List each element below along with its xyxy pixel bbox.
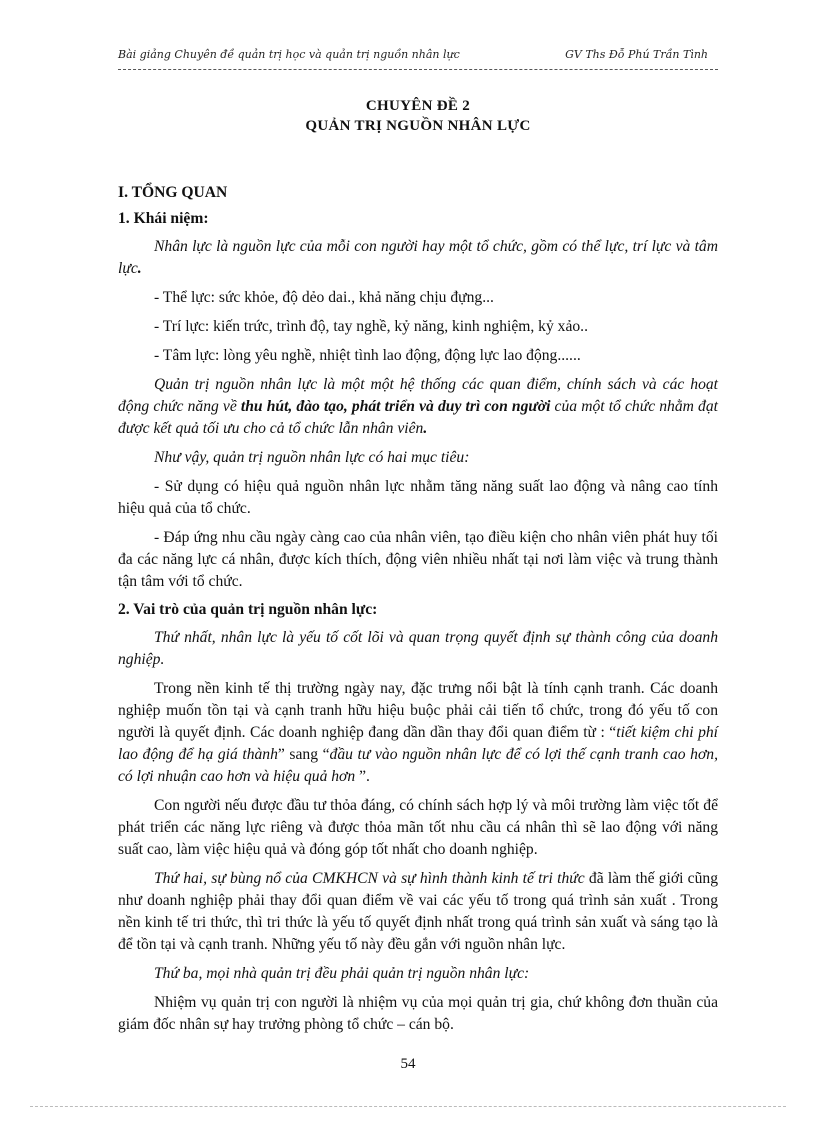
paragraph-definition-hr xyxy=(118,236,718,280)
paragraph-role-second xyxy=(118,868,718,956)
title-line-1: CHUYÊN ĐỀ 2 xyxy=(365,98,471,114)
paragraph-goals-intro: Như vậy, quản trị nguồn nhân lực có hai mục tiêu: xyxy=(154,449,470,466)
title-line-2: QUẢN TRỊ NGUỒN NHÂN LỰC xyxy=(305,118,531,134)
document-title xyxy=(118,96,718,136)
section-heading-overview: I. TỔNG QUAN xyxy=(118,184,228,201)
list-item-mental: - Tâm lực: lòng yêu nghề, nhiệt tình lao động, động lực lao động...... xyxy=(154,347,581,364)
paragraph-investment: Con người nếu được đầu tư thỏa đáng, có chính sách hợp lý và môi trường làm việc tốt để phát triển các năng lực riêng và được thỏa mãn tốt nhu cầu cá nhân thì sẽ lao động với năng suất cao, làm việc hiệu quả và đóng góp tốt nhất cho doanh nghiệp. xyxy=(118,797,718,858)
text-span: Quản trị nguồn nhân lực là một một hệ thống các quan điểm, chính sách và các hoạt động chức năng về xyxy=(118,376,718,415)
emphasis-text: thu hút, đào tạo, phát triển và duy trì con người xyxy=(240,398,551,415)
emphasis-text: Thứ hai, sự bùng nổ của CMKHCN và sự hình thành kinh tế tri thức xyxy=(154,870,585,887)
goal-item-2: - Đáp ứng nhu cầu ngày càng cao của nhân viên, tạo điều kiện cho nhân viên phát huy tối đa các năng lực cá nhân, được kích thích, động viên nhiều nhất tại nơi làm việc và trung thành tận tâm với tổ chức. xyxy=(118,529,718,590)
header-divider xyxy=(118,69,718,70)
text-span: ” sang “ xyxy=(277,746,330,763)
paragraph-competition xyxy=(118,678,718,788)
quote-text: tiết kiệm chi phí lao động để hạ giá thành xyxy=(118,724,718,763)
subsection-heading-role: 2. Vai trò của quản trị nguồn nhân lực: xyxy=(118,601,378,618)
paragraph-manager-duty: Nhiệm vụ quản trị con người là nhiệm vụ của mọi quản trị gia, chứ không đơn thuần của giám đốc nhân sự hay trưởng phòng tổ chức – cán bộ. xyxy=(118,994,718,1033)
text-span: Trong nền kinh tế thị trường ngày nay, đặc trưng nổi bật là tính cạnh tranh. Các doanh nghiệp muốn tồn tại và cạnh tranh hữu hiệu buộc phải cải tiến tổ chức, trong đó yếu tố con người là quyết định. Các doanh nghiệp đang dần dần thay đổi quan điểm từ : “ xyxy=(118,680,718,741)
paragraph-definition-hrm xyxy=(118,374,718,440)
text-span: đã làm thế giới cũng như doanh nghiệp phải thay đổi quan điểm về vai các yếu tố trong quá trình sản xuất . Trong nền kinh tế tri thức, thì tri thức là yếu tố quyết định nhất trong quá trình sản xuất và sáng tạo là để tồn tại và cạnh tranh. Những yếu tố này đều gắn với nguồn nhân lực. xyxy=(118,870,718,953)
list-item-intellectual: - Trí lực: kiến trức, trình độ, tay nghề, kỷ năng, kinh nghiệm, kỷ xảo.. xyxy=(154,318,588,335)
page-body xyxy=(118,96,718,1036)
quote-text: đầu tư vào nguồn nhân lực để có lợi thế cạnh tranh cao hơn, có lợi nhuận cao hơn và hiệu quả hơn xyxy=(118,746,718,785)
text-span: . xyxy=(137,260,142,277)
page-bottom-divider xyxy=(30,1106,786,1107)
list-item-physical: - Thể lực: sức khỏe, độ dẻo dai., khả năng chịu đựng... xyxy=(154,289,494,306)
subsection-heading-concept: 1. Khái niệm: xyxy=(118,210,209,227)
text-span: Nhân lực là nguồn lực của mỗi con người hay một tổ chức, gồm có thể lực, trí lực và tâm lực xyxy=(118,238,718,277)
page-number: 54 xyxy=(400,1056,416,1072)
goal-item-1: - Sử dụng có hiệu quả nguồn nhân lực nhằm tăng năng suất lao động và nâng cao tính hiệu quả của tổ chức. xyxy=(118,478,718,517)
paragraph-role-third: Thứ ba, mọi nhà quản trị đều phải quản trị nguồn nhân lực: xyxy=(154,965,530,982)
text-span: ”. xyxy=(355,768,370,785)
header-author: GV Ths Đỗ Phú Trần Tình xyxy=(565,48,708,61)
text-span: của một tổ chức nhằm đạt được kết quả tối ưu cho cả tổ chức lẫn nhân viên xyxy=(118,398,718,437)
text-span: . xyxy=(423,420,428,437)
header-course-title: Bài giảng Chuyên đề quản trị học và quản trị nguồn nhân lực xyxy=(118,48,460,61)
paragraph-role-first: Thứ nhất, nhân lực là yếu tố cốt lõi và quan trọng quyết định sự thành công của doanh nghiệp. xyxy=(118,629,718,668)
